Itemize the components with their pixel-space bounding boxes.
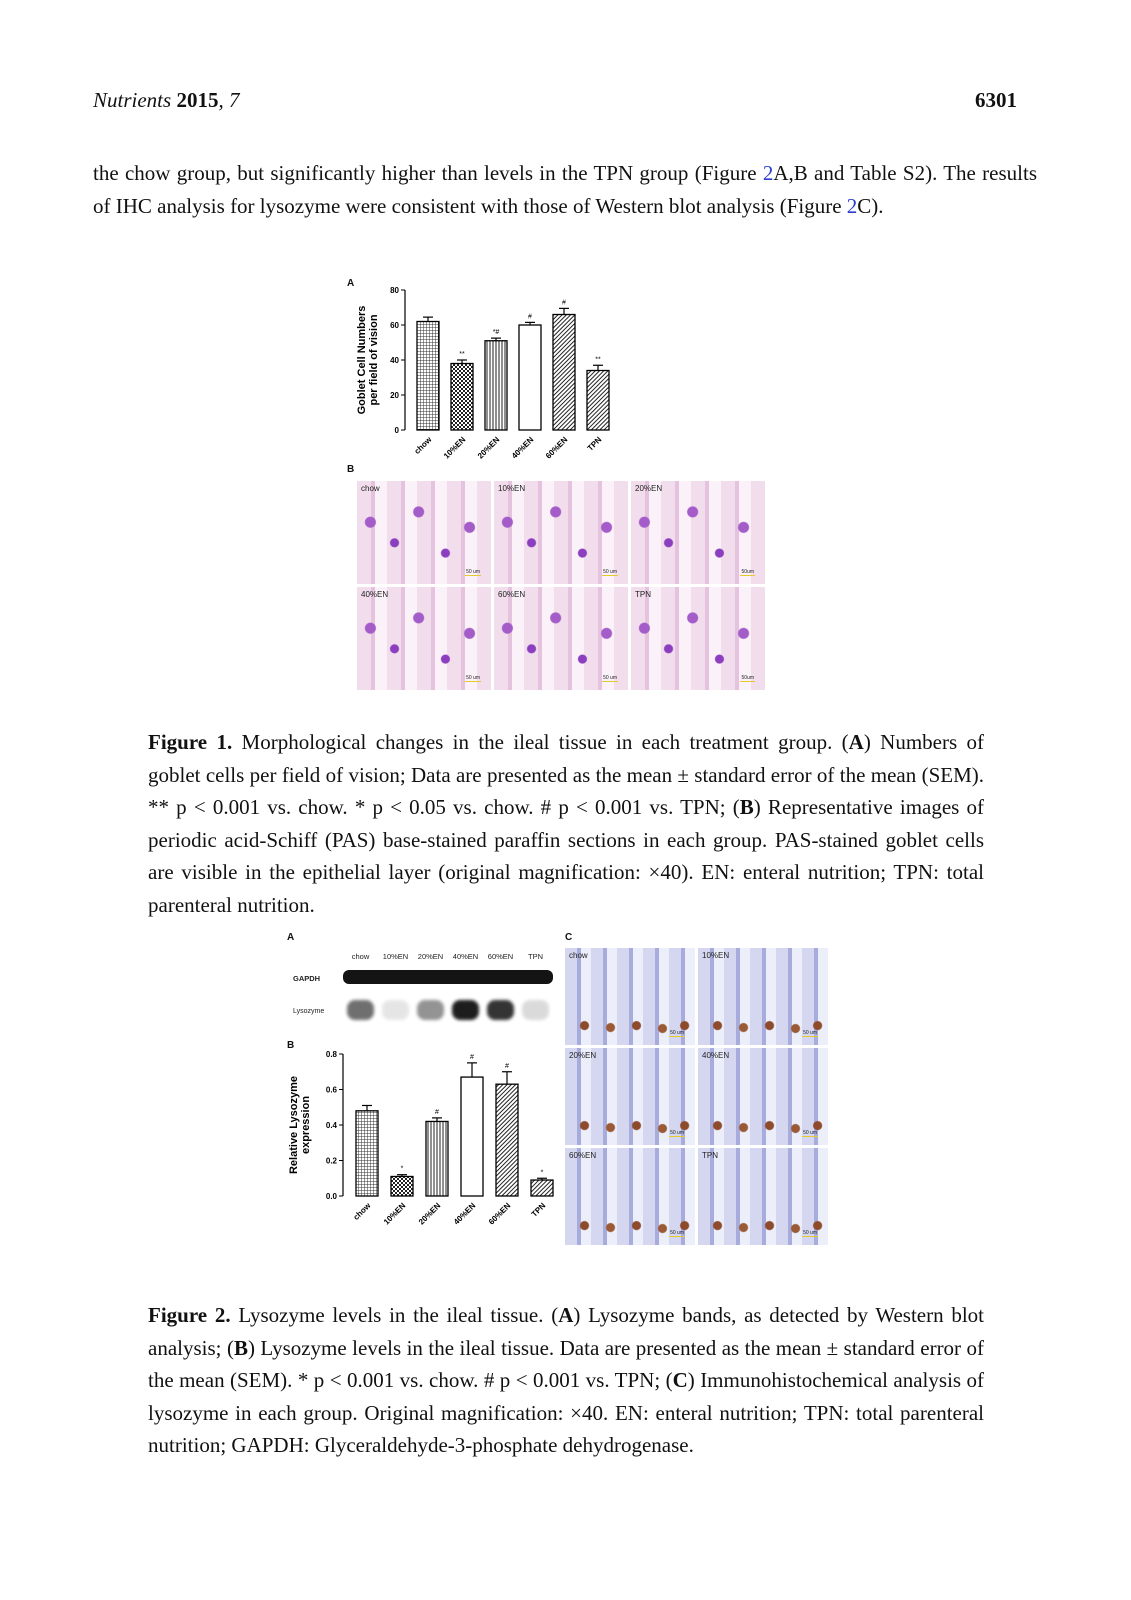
micrograph-label: 60%EN	[569, 1151, 597, 1160]
scale-bar: 50 um	[803, 1030, 817, 1036]
y-axis-label: Relative Lysozyme	[288, 1075, 300, 1175]
ihc-micrograph	[565, 948, 695, 1045]
micrograph-label: 40%EN	[361, 590, 389, 599]
y-tick-label: 40	[390, 356, 399, 365]
ihc-micrograph	[698, 948, 828, 1045]
pas-micrograph	[631, 481, 765, 584]
significance-mark: *	[400, 1165, 404, 1173]
bar	[553, 315, 575, 431]
x-tick-label: 20%EN	[475, 435, 502, 461]
panel-letter-b: B	[347, 464, 355, 475]
blot-lane-label: TPN	[528, 952, 543, 961]
micrograph-label: 20%EN	[569, 1051, 597, 1060]
blot-lane-label: chow	[351, 952, 370, 961]
significance-mark: *#	[492, 329, 500, 337]
lysozyme-band	[417, 1000, 444, 1020]
micrograph-label: 10%EN	[702, 951, 730, 960]
y-axis-label: expression	[300, 1095, 312, 1155]
scale-bar: 50 um	[670, 1130, 684, 1136]
y-tick-label: 0.6	[325, 1085, 337, 1095]
micrograph-label: 40%EN	[702, 1051, 730, 1060]
significance-mark: #	[470, 1053, 474, 1061]
figure-link[interactable]: 2	[762, 161, 774, 185]
x-tick-label: 40%EN	[451, 1201, 478, 1227]
lysozyme-band	[487, 1000, 514, 1020]
scale-bar: 50 um	[670, 1030, 684, 1036]
scale-bar: 50 um	[466, 569, 480, 575]
significance-mark: **	[595, 356, 601, 364]
significance-mark: #	[528, 313, 532, 321]
gapdh-band	[343, 970, 553, 984]
ihc-micrograph	[698, 1048, 828, 1145]
bar	[485, 341, 507, 430]
blot-lane-label: 60%EN	[487, 952, 514, 961]
x-tick-label: 60%EN	[543, 435, 570, 461]
lysozyme-band	[347, 1000, 374, 1020]
micrograph-label: 60%EN	[498, 590, 526, 599]
significance-mark: #	[505, 1062, 509, 1070]
scale-bar: 50um	[741, 569, 754, 575]
western-blot	[283, 948, 563, 1038]
page-number: 6301	[975, 88, 1017, 112]
bar	[587, 371, 609, 431]
lysozyme-band	[382, 1000, 409, 1020]
blot-row-label: GAPDH	[293, 974, 321, 983]
pas-micrograph	[357, 587, 491, 690]
bar	[519, 325, 541, 430]
y-tick-label: 20	[390, 391, 399, 400]
bar	[356, 1111, 378, 1196]
scale-bar: 50 um	[603, 675, 617, 681]
pas-micrograph	[494, 587, 628, 690]
bar	[461, 1077, 483, 1196]
pas-micrograph	[631, 587, 765, 690]
lysozyme-band	[522, 1000, 549, 1020]
panel-letter-b: B	[287, 1040, 295, 1051]
bar	[531, 1180, 553, 1196]
blot-lane-label: 40%EN	[452, 952, 479, 961]
scale-bar: 50 um	[670, 1230, 684, 1236]
x-tick-label: 40%EN	[509, 435, 536, 461]
y-tick-label: 60	[390, 321, 399, 330]
x-tick-label: 60%EN	[486, 1201, 513, 1227]
y-tick-label: 0	[394, 426, 399, 435]
intro-paragraph: the chow group, but significantly higher than levels in the TPN group (Figure 2A,B and Table S2). The results of IHC analysis for lysozyme were consistent with those of Western blot analysis (Figure 2C).	[93, 161, 1037, 218]
pas-micrograph	[494, 481, 628, 584]
goblet-cell-bar-chart	[345, 276, 635, 472]
bar	[417, 322, 439, 431]
significance-mark: *	[540, 1169, 544, 1177]
micrograph-label: chow	[361, 484, 380, 493]
y-axis-label: per field of vision	[368, 314, 380, 406]
x-tick-label: 10%EN	[441, 435, 468, 461]
panel-letter-c: C	[565, 932, 573, 943]
y-tick-label: 0.8	[325, 1050, 337, 1059]
figure-1-caption: Figure 1. Morphological changes in the ileal tissue in each treatment group. (A) Numbers of goblet cells per field of vision; Data are presented as the mean ± standard error of the mean (SEM). ** p < 0.001 vs. chow. * p < 0.05 vs. chow. # p < 0.001 vs. TPN; (B) Representative images of periodic acid-Schiff (PAS) base-stained paraffin sections in each group. PAS-stained goblet cells are visible in the epithelial layer (original magnification: ×40). EN: enteral nutrition; TPN: total parenteral nutrition.	[148, 730, 985, 917]
micrograph-label: 10%EN	[498, 484, 526, 493]
bar	[451, 364, 473, 431]
scale-bar: 50 um	[603, 569, 617, 575]
blot-lane-label: 20%EN	[417, 952, 444, 961]
ihc-micrograph	[698, 1148, 828, 1245]
ihc-micrograph	[565, 1148, 695, 1245]
lysozyme-band	[452, 1000, 479, 1020]
x-tick-label: chow	[351, 1201, 373, 1222]
pas-micrograph	[357, 481, 491, 584]
micrograph-label: TPN	[702, 1151, 718, 1160]
y-axis-label: Goblet Cell Numbers	[356, 305, 368, 415]
y-tick-label: 0.2	[325, 1156, 337, 1166]
bar	[426, 1121, 448, 1196]
scale-bar: 50 um	[803, 1230, 817, 1236]
x-tick-label: TPN	[585, 435, 604, 453]
panel-letter-a: A	[347, 278, 355, 289]
micrograph-label: chow	[569, 951, 588, 960]
x-tick-label: chow	[412, 435, 434, 456]
y-tick-label: 0.0	[325, 1192, 337, 1201]
figure-link[interactable]: 2	[846, 193, 858, 218]
figure-2	[283, 930, 833, 1250]
figure-2-caption: Figure 2. Lysozyme levels in the ileal tissue. (A) Lysozyme bands, as detected by Western blot analysis; (B) Lysozyme levels in the ileal tissue. Data are presented as the mean ± standard error of the mean (SEM). * p < 0.001 vs. chow. # p < 0.001 vs. TPN; (C) Immunohistochemical analysis of lysozyme in each group. Original magnification: ×40. EN: enteral nutrition; TPN: total parenteral nutrition; GAPDH: Glyceraldehyde-3-phosphate dehydrogenase.	[148, 1303, 985, 1457]
scale-bar: 50um	[741, 675, 754, 681]
micrograph-label: TPN	[635, 590, 651, 599]
y-tick-label: 80	[390, 286, 399, 295]
figure-1	[345, 276, 775, 696]
scale-bar: 50 um	[803, 1130, 817, 1136]
y-tick-label: 0.4	[325, 1121, 337, 1130]
micrograph-label: 20%EN	[635, 484, 663, 493]
x-tick-label: 20%EN	[416, 1201, 443, 1227]
significance-mark: #	[562, 299, 566, 307]
panel-letter-a: A	[287, 932, 295, 943]
scale-bar: 50 um	[466, 675, 480, 681]
lysozyme-bar-chart	[283, 1040, 565, 1246]
blot-row-label: Lysozyme	[293, 1008, 325, 1015]
x-tick-label: 10%EN	[381, 1201, 408, 1227]
bar	[496, 1084, 518, 1196]
significance-mark: #	[435, 1108, 439, 1116]
running-header-journal: Nutrients 2015, 7	[93, 88, 240, 112]
significance-mark: **	[459, 351, 465, 358]
ihc-micrograph	[565, 1048, 695, 1145]
bar	[391, 1176, 413, 1196]
blot-lane-label: 10%EN	[382, 952, 409, 961]
x-tick-label: TPN	[529, 1201, 548, 1219]
